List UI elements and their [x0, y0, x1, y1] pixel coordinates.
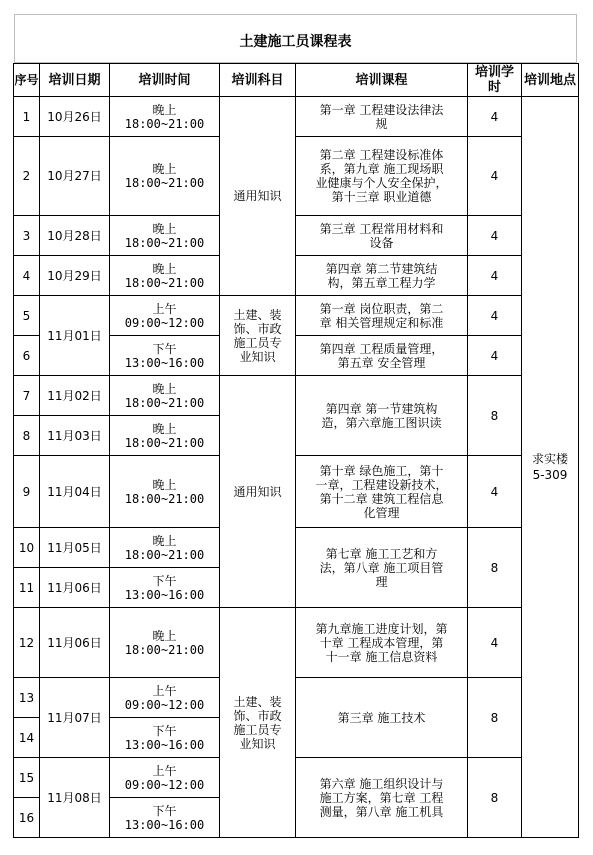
- row-time: 晚上 18:00~21:00: [110, 608, 220, 678]
- row-number: 1: [14, 97, 40, 137]
- row-date: 10月28日: [40, 216, 110, 256]
- header-subject: 培训科目: [220, 64, 296, 97]
- row-date: 11月05日: [40, 528, 110, 568]
- header-course: 培训课程: [296, 64, 468, 97]
- row-date: 11月06日: [40, 608, 110, 678]
- row-time: 下午 13:00~16:00: [110, 718, 220, 758]
- row-number: 4: [14, 256, 40, 296]
- table-row: [14, 376, 579, 416]
- row-course: 第一章 岗位职责，第二 章 相关管理规定和标准: [296, 296, 468, 336]
- row-number: 11: [14, 568, 40, 608]
- row-course: 第六章 施工组织设计与 施工方案，第七章 工程 测量，第八章 施工机具: [296, 758, 468, 838]
- row-hours: 4: [468, 456, 522, 528]
- row-time: 下午 13:00~16:00: [110, 336, 220, 376]
- row-hours: 8: [468, 528, 522, 608]
- table-row: [14, 528, 579, 568]
- row-hours: 4: [468, 336, 522, 376]
- row-hours: 8: [468, 758, 522, 838]
- row-date: 11月02日: [40, 376, 110, 416]
- row-hours: 4: [468, 216, 522, 256]
- row-time: 上午 09:00~12:00: [110, 678, 220, 718]
- row-date: 10月27日: [40, 137, 110, 216]
- row-number: 15: [14, 758, 40, 798]
- table-row: [14, 97, 579, 137]
- row-course: 第三章 施工技术: [296, 678, 468, 758]
- row-hours: 4: [468, 608, 522, 678]
- row-time: 晚上 18:00~21:00: [110, 528, 220, 568]
- row-location: 求实楼 5-309: [522, 97, 579, 838]
- row-number: 5: [14, 296, 40, 336]
- row-course: 第三章 工程常用材料和 设备: [296, 216, 468, 256]
- title-box: [14, 14, 577, 63]
- row-number: 2: [14, 137, 40, 216]
- row-number: 8: [14, 416, 40, 456]
- table-row: [14, 216, 579, 256]
- header-time: 培训时间: [110, 64, 220, 97]
- row-number: 14: [14, 718, 40, 758]
- page-title: 土建施工员课程表: [239, 34, 352, 50]
- row-time: 下午 13:00~16:00: [110, 798, 220, 838]
- row-date: 11月07日: [40, 678, 110, 758]
- row-course: 第四章 第二节建筑结 构，第五章工程力学: [296, 256, 468, 296]
- row-time: 晚上 18:00~21:00: [110, 416, 220, 456]
- table-row: [14, 608, 579, 678]
- row-subject: 通用知识: [220, 376, 296, 608]
- row-time: 晚上 18:00~21:00: [110, 137, 220, 216]
- row-time: 晚上 18:00~21:00: [110, 376, 220, 416]
- row-time: 晚上 18:00~21:00: [110, 456, 220, 528]
- row-course: 第四章 工程质量管理， 第五章 安全管理: [296, 336, 468, 376]
- schedule-table: [13, 63, 579, 838]
- row-date: 11月06日: [40, 568, 110, 608]
- row-hours: 4: [468, 97, 522, 137]
- header-date: 培训日期: [40, 64, 110, 97]
- row-course: 第七章 施工工艺和方 法，第八章 施工项目管 理: [296, 528, 468, 608]
- row-number: 3: [14, 216, 40, 256]
- row-hours: 8: [468, 678, 522, 758]
- row-course: 第二章 工程建设标准体 系，第九章 施工现场职 业健康与个人安全保护， 第十三章 职业道德: [296, 137, 468, 216]
- row-subject: 土建、装 饰、市政 施工员专 业知识: [220, 296, 296, 376]
- row-time: 晚上 18:00~21:00: [110, 216, 220, 256]
- row-hours: 4: [468, 296, 522, 336]
- table-row: [14, 256, 579, 296]
- row-number: 12: [14, 608, 40, 678]
- table-row: [14, 758, 579, 798]
- row-subject: 土建、装 饰、市政 施工员专 业知识: [220, 608, 296, 838]
- row-hours: 4: [468, 137, 522, 216]
- row-date: 10月29日: [40, 256, 110, 296]
- row-time: 上午 09:00~12:00: [110, 758, 220, 798]
- row-date: 11月08日: [40, 758, 110, 838]
- table-row: [14, 456, 579, 528]
- table-row: [14, 137, 579, 216]
- header-hours: 培训学时: [468, 64, 522, 97]
- row-number: 9: [14, 456, 40, 528]
- header-seq: 序号: [14, 64, 40, 97]
- row-number: 13: [14, 678, 40, 718]
- row-date: 11月03日: [40, 416, 110, 456]
- row-number: 6: [14, 336, 40, 376]
- row-date: 10月26日: [40, 97, 110, 137]
- row-time: 晚上 18:00~21:00: [110, 97, 220, 137]
- row-date: 11月04日: [40, 456, 110, 528]
- row-time: 上午 09:00~12:00: [110, 296, 220, 336]
- row-number: 16: [14, 798, 40, 838]
- header-location: 培训地点: [522, 64, 579, 97]
- header-row: [14, 64, 579, 97]
- row-course: 第一章 工程建设法律法 规: [296, 97, 468, 137]
- row-number: 10: [14, 528, 40, 568]
- row-course: 第四章 第一节建筑构 造，第六章施工图识读: [296, 376, 468, 456]
- row-hours: 4: [468, 256, 522, 296]
- row-course: 第九章施工进度计划，第 十章 工程成本管理，第 十一章 施工信息资料: [296, 608, 468, 678]
- row-course: 第十章 绿色施工，第十 一章，工程建设新技术， 第十二章 建筑工程信息 化管理: [296, 456, 468, 528]
- row-hours: 8: [468, 376, 522, 456]
- table-row: [14, 296, 579, 336]
- row-subject: 通用知识: [220, 97, 296, 296]
- row-date: 11月01日: [40, 296, 110, 376]
- row-time: 下午 13:00~16:00: [110, 568, 220, 608]
- row-time: 晚上 18:00~21:00: [110, 256, 220, 296]
- row-number: 7: [14, 376, 40, 416]
- table-row: [14, 678, 579, 718]
